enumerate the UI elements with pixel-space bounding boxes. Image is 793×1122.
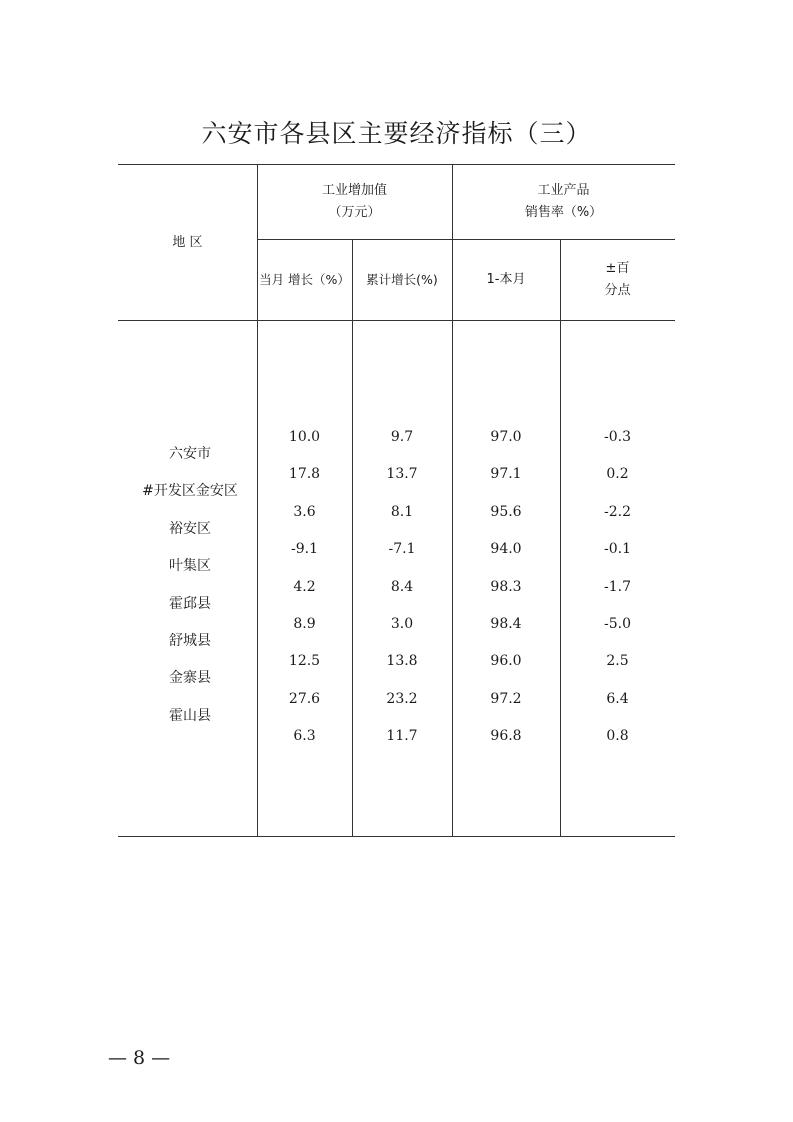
cell-value: 97.1: [490, 466, 522, 483]
cell-value: 3.0: [390, 615, 414, 632]
region-name: 金寨县: [169, 670, 211, 687]
header-industrial-value-line2: （万元）: [328, 205, 381, 220]
header-sub-rule: [257, 239, 675, 240]
header-points-line2: 分点: [604, 283, 631, 298]
cell-value: -2.2: [604, 503, 631, 520]
header-monthly-growth: 当月 增长（%）: [259, 272, 350, 287]
cell-value: 2.5: [606, 653, 629, 670]
cell-value: 8.9: [293, 615, 316, 632]
cell-value: 97.0: [490, 429, 522, 445]
cell-value: 17.8: [288, 466, 321, 483]
cell-value: 94.0: [490, 541, 522, 558]
header-bottom-rule: [118, 320, 675, 321]
cell-value: 9.7: [390, 429, 414, 445]
header-ytd: 1-本月: [486, 272, 526, 287]
cell-value: -0.1: [604, 541, 631, 558]
cell-value: 6.4: [606, 690, 629, 707]
region-name: 霍山县: [169, 707, 211, 724]
region-name: 裕安区: [169, 520, 211, 537]
page-number: — 8 —: [108, 1047, 171, 1069]
cell-value: 4.2: [293, 578, 316, 595]
table-bottom-rule: [118, 836, 675, 837]
header-points-line1: ±百: [605, 261, 630, 276]
region-list: [120, 444, 260, 743]
header-industrial-value-line1: 工业增加值: [321, 183, 387, 198]
header-sales-rate: [452, 180, 675, 224]
cell-value: 8.1: [390, 503, 414, 520]
cell-value: 6.3: [293, 728, 316, 745]
cell-value: 27.6: [288, 690, 321, 707]
header-region: 地 区: [172, 235, 203, 250]
cell-value: 98.3: [490, 578, 522, 595]
cell-value: 97.2: [490, 690, 522, 707]
cell-value: 11.7: [386, 728, 418, 745]
cell-value: 12.5: [288, 653, 321, 670]
cell-value: 98.4: [490, 615, 522, 632]
cell-value: -0.3: [604, 429, 631, 445]
header-sales-rate-line2: 销售率（%）: [524, 205, 603, 220]
region-name: 霍邱县: [169, 595, 211, 612]
table-top-rule: [118, 164, 675, 165]
header-industrial-value: [257, 180, 452, 224]
column-points: [560, 427, 675, 764]
cell-value: 23.2: [386, 690, 418, 707]
cell-value: 8.4: [390, 578, 414, 595]
region-name: 叶集区: [169, 558, 211, 575]
column-ytd: [452, 427, 560, 764]
cell-value: 96.0: [490, 653, 522, 670]
cell-value: 13.7: [386, 466, 418, 483]
region-name: 舒城县: [169, 632, 211, 649]
cell-value: -9.1: [291, 541, 318, 558]
cell-value: 10.0: [288, 429, 321, 445]
region-name: 六安市: [169, 446, 211, 462]
header-points: [560, 258, 675, 302]
page-title: 六安市各县区主要经济指标（三）: [201, 119, 592, 148]
cell-value: -7.1: [388, 541, 416, 558]
cell-value: 13.8: [386, 653, 418, 670]
column-cumulative-growth: [352, 427, 452, 764]
cell-value: 96.8: [490, 728, 522, 745]
cell-value: 3.6: [293, 503, 316, 520]
cell-value: -1.7: [604, 578, 631, 595]
column-monthly-growth: [257, 427, 352, 764]
cell-value: 95.6: [490, 503, 522, 520]
region-name: #开发区金安区: [142, 483, 238, 500]
cell-value: 0.2: [606, 466, 629, 483]
cell-value: -5.0: [604, 615, 631, 632]
header-cumulative-growth: 累计增长(%): [366, 272, 438, 287]
cell-value: 0.8: [606, 728, 629, 745]
header-sales-rate-line1: 工业产品: [537, 183, 590, 198]
